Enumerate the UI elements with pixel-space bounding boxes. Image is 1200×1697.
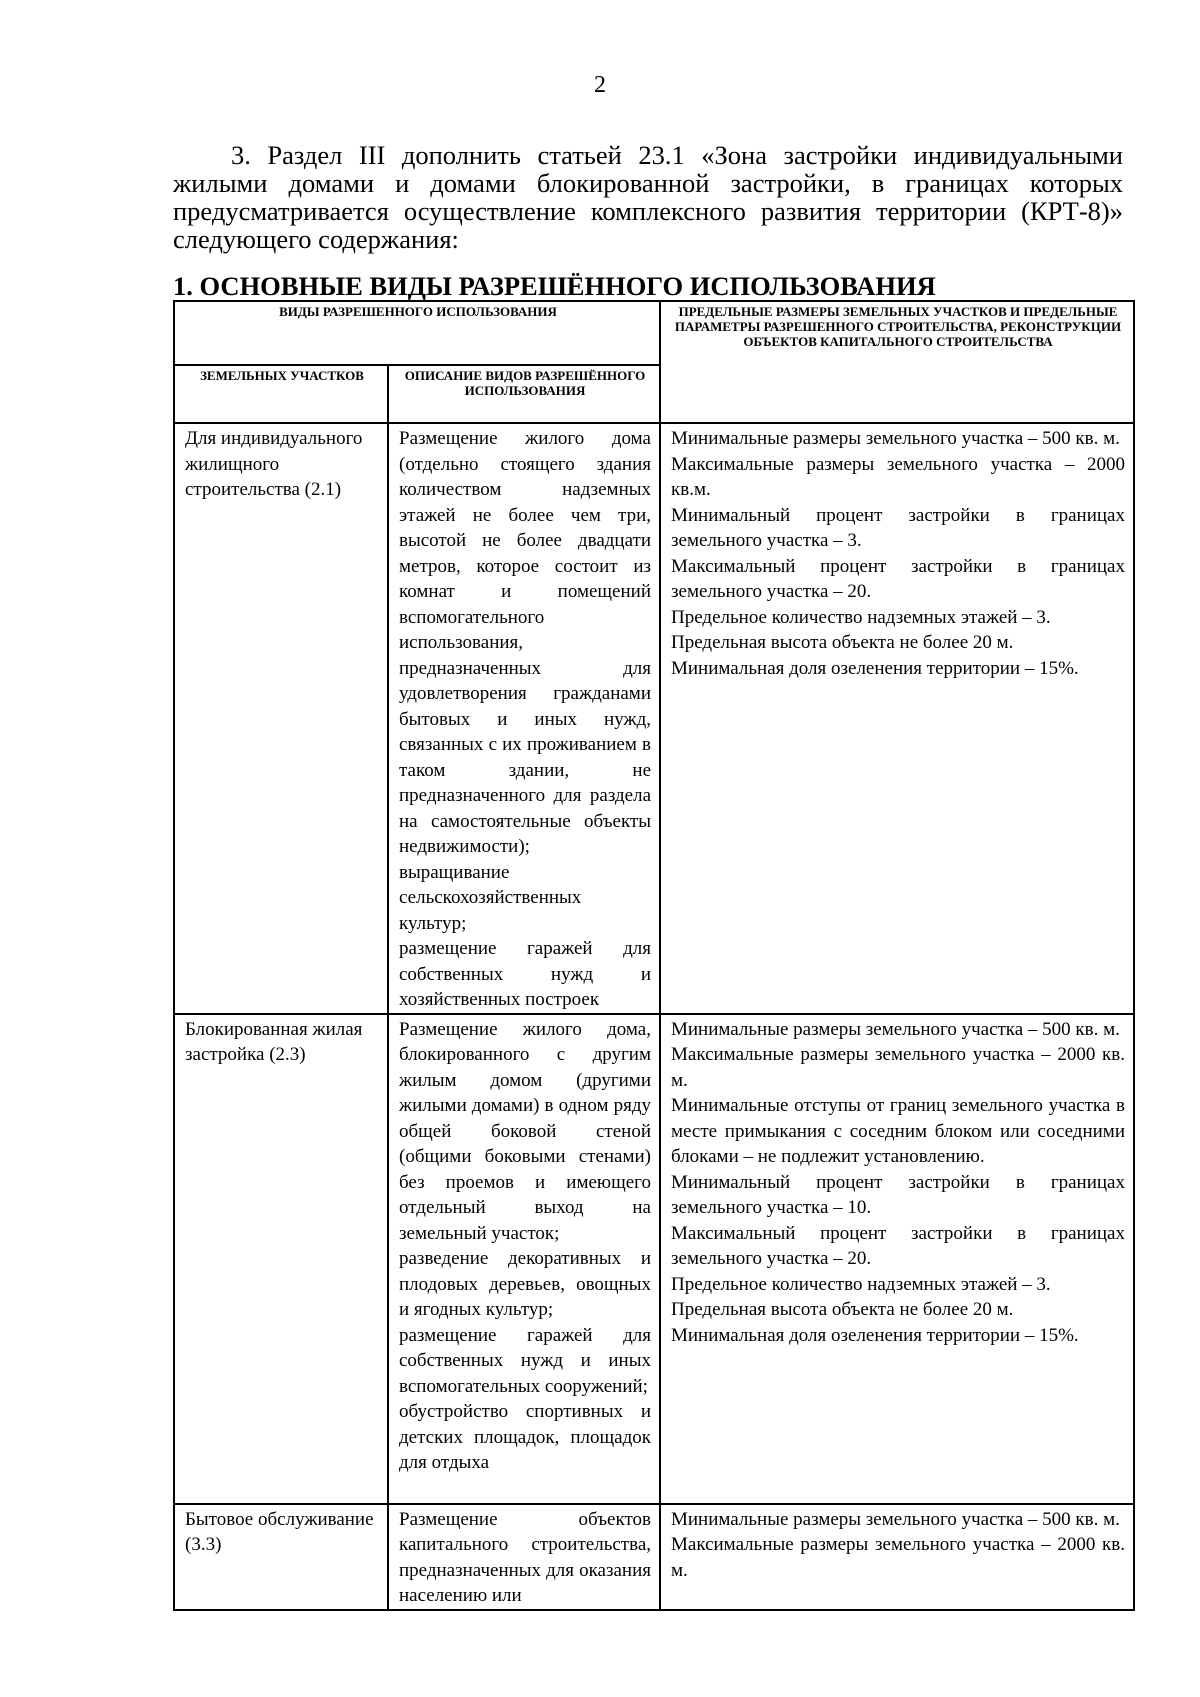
table-row [174, 1504, 1134, 1610]
parameters-cell [660, 423, 1134, 1014]
page-number: 2 [594, 72, 606, 98]
use-name-cell [174, 1014, 388, 1504]
description-cell [388, 423, 660, 1014]
description-line: размещение гаражей для собственных нужд и иных вспомогательных сооружений; [399, 1324, 651, 1397]
parameter-line: Минимальные размеры земельного участка – 500 кв. м. [671, 1018, 1120, 1040]
parameter-line: Предельное количество надземных этажей – 3. [671, 606, 1051, 628]
permitted-use-table [173, 300, 1135, 1611]
header-permitted-uses: ВИДЫ РАЗРЕШЕННОГО ИСПОЛЬЗОВАНИЯ [174, 301, 660, 365]
description-line: разведение декоративных и плодовых деревьев, овощных и ягодных культур; [399, 1248, 651, 1320]
description-line: размещение гаражей для собственных нужд и хозяйственных построек [399, 938, 651, 1010]
parameter-line: Максимальные размеры земельного участка – 2000 кв. м. [671, 1044, 1125, 1091]
intro-paragraph: 3. Раздел III дополнить статьей 23.1 «Зона застройки индивидуальными жилыми домами и домами блокированной застройки, в границах которых предусматривается осуществление комплексного развития территории (КРТ-8)» следующего содержания: [173, 140, 1123, 254]
use-name-cell [174, 423, 388, 1014]
parameter-line: Предельная высота объекта не более 20 м. [671, 1299, 1014, 1320]
use-name: Бытовое обслуживание (3.3) [185, 1508, 374, 1555]
parameter-line: Предельное количество надземных этажей – 3. [671, 1273, 1051, 1295]
use-name: Для индивидуального жилищного строительства (2.1) [185, 428, 363, 500]
description-line: обустройство спортивных и детских площадок, площадок для отдыха [399, 1401, 651, 1473]
description-cell [388, 1014, 660, 1504]
parameter-line: Максимальные размеры земельного участка – 2000 кв. м. [671, 1534, 1125, 1581]
description-line: Размещение жилого дома, блокированного с другим жилым домом (другими жилыми домами) в одном ряду общей боковой стеной (общими боковыми стенами) без проемов и имеющего отдельный выход на земельный участок; [399, 1018, 651, 1244]
parameter-line: Предельная высота объекта не более 20 м. [671, 632, 1014, 653]
parameter-line: Минимальный процент застройки в границах земельного участка – 3. [671, 504, 1125, 551]
use-name-cell [174, 1504, 388, 1610]
parameter-line: Минимальные размеры земельного участка – 500 кв. м. [671, 1508, 1120, 1530]
header-description: ОПИСАНИЕ ВИДОВ РАЗРЕШЁННОГО ИСПОЛЬЗОВАНИЯ [388, 365, 660, 423]
parameter-line: Максимальный процент застройки в границах земельного участка – 20. [671, 1222, 1125, 1269]
header-parameters: ПРЕДЕЛЬНЫЕ РАЗМЕРЫ ЗЕМЕЛЬНЫХ УЧАСТКОВ И ПРЕДЕЛЬНЫЕ ПАРАМЕТРЫ РАЗРЕШЕННОГО СТРОИТЕЛЬСТВА, РЕКОНСТРУКЦИИ ОБЪЕКТОВ КАПИТАЛЬНОГО СТРОИТЕЛЬСТВА [660, 301, 1134, 423]
parameters-cell [660, 1014, 1134, 1504]
section-title: 1. ОСНОВНЫЕ ВИДЫ РАЗРЕШЁННОГО ИСПОЛЬЗОВАНИЯ [173, 271, 936, 301]
parameter-line: Минимальные отступы от границ земельного участка в месте примыкания с соседним блоком или соседними блоками – не подлежит установлению. [671, 1095, 1125, 1167]
use-name: Блокированная жилая застройка (2.3) [185, 1018, 363, 1065]
table-row [174, 1014, 1134, 1504]
description-line: выращивание сельскохозяйственных культур; [399, 861, 582, 934]
description-line: Размещение объектов капитального строительства, предназначенных для оказания населению или [399, 1508, 651, 1606]
parameter-line: Максимальный процент застройки в границах земельного участка – 20. [671, 555, 1125, 602]
description-cell [388, 1504, 660, 1610]
table-row [174, 423, 1134, 1014]
intro-text [173, 141, 1123, 253]
parameter-line: Минимальная доля озеленения территории – 15%. [671, 657, 1079, 679]
description-line: Размещение жилого дома (отдельно стоящего здания количеством надземных этажей не более чем три, высотой не более двадцати метров, которое состоит из комнат и помещений вспомогательного использования, предназначенных для удовлетворения гражданами бытовых и иных нужд, связанных с их проживанием в таком здании, не предназначенного для раздела на самостоятельные объекты недвижимости); [399, 428, 651, 857]
parameter-line: Максимальные размеры земельного участка – 2000 кв.м. [671, 453, 1125, 500]
parameter-line: Минимальная доля озеленения территории – 15%. [671, 1324, 1079, 1346]
header-land-plots: ЗЕМЕЛЬНЫХ УЧАСТКОВ [174, 365, 388, 423]
parameters-cell [660, 1504, 1134, 1610]
parameter-line: Минимальные размеры земельного участка – 500 кв. м. [671, 428, 1120, 449]
parameter-line: Минимальный процент застройки в границах земельного участка – 10. [671, 1171, 1125, 1218]
